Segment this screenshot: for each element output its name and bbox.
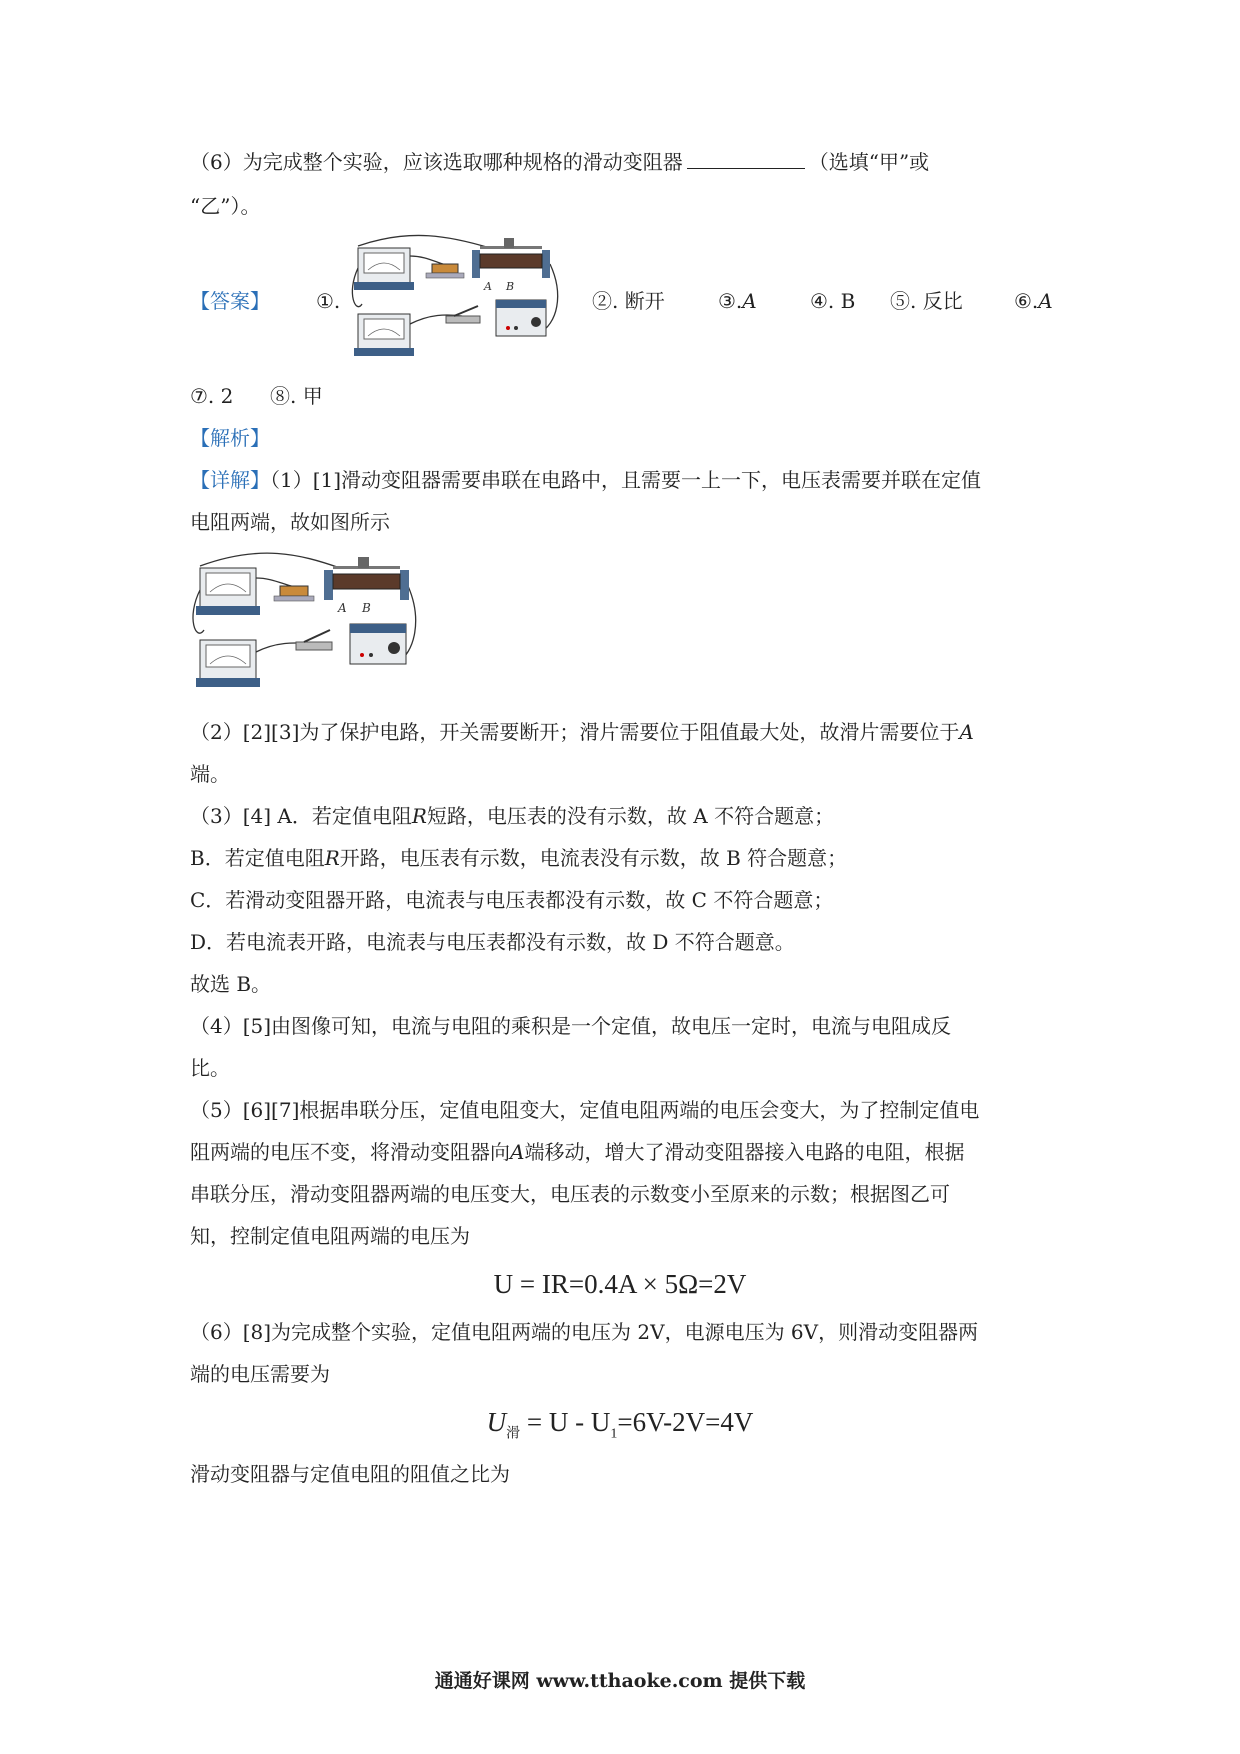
voltmeter-icon — [354, 248, 414, 290]
answer-item-1: ①. — [316, 289, 341, 313]
detail-p3-line2: B．若定值电阻R开路，电压表有示数，电流表没有示数，故 B 符合题意； — [190, 846, 848, 870]
power-supply-icon — [496, 300, 546, 336]
ammeter-icon — [196, 640, 260, 687]
answer-item-5: ⑤. 反比 — [890, 289, 963, 313]
rheostat-terminal-b: B — [506, 280, 515, 293]
rheostat-icon — [472, 238, 550, 293]
detail-p5-line3: 串联分压，滑动变阻器两端的电压变大，电压表的示数变小至原来的示数；根据图乙可 — [190, 1182, 950, 1206]
circuit-diagram-answer — [350, 234, 562, 366]
detail-p5-line1: （5）[6][7]根据串联分压，定值电阻变大，定值电阻两端的电压会变大，为了控制定值电 — [190, 1098, 980, 1122]
switch-icon — [296, 630, 332, 650]
resistor-icon — [274, 586, 314, 601]
detail-p5-line2: 阻两端的电压不变，将滑动变阻器向A端移动，增大了滑动变阻器接入电路的电阻，根据 — [190, 1140, 965, 1164]
ammeter-icon — [354, 314, 414, 356]
detail-p6-line2: 端的电压需要为 — [190, 1362, 330, 1386]
rheostat-terminal-a: A — [484, 280, 492, 293]
detail-p7: 滑动变阻器与定值电阻的阻值之比为 — [190, 1462, 510, 1486]
answer-item-7: ⑦. 2 — [190, 384, 234, 408]
answer-item-3: ③.A — [718, 289, 757, 313]
detail-p4-line2: 比。 — [190, 1056, 230, 1080]
detail-p6-line1: （6）[8]为完成整个实验，定值电阻两端的电压为 2V，电源电压为 6V，则滑动变阻器两 — [190, 1320, 979, 1344]
page-footer: 通通好课网 www.tthaoke.com 提供下载 — [434, 1670, 806, 1692]
rheostat-terminal-a: A — [338, 601, 347, 615]
detail-line-1: 【详解】（1）[1]滑动变阻器需要串联在电路中，且需要一上一下，电压表需要并联在定值 — [190, 468, 982, 492]
detail-p3-line1: （3）[4] A．若定值电阻R短路，电压表的没有示数，故 A 不符合题意； — [190, 804, 835, 828]
answer-item-6: ⑥.A — [1014, 289, 1053, 313]
detail-p2-line1: （2）[2][3]为了保护电路，开关需要断开；滑片需要位于阻值最大处，故滑片需要位于A — [190, 720, 974, 744]
rheostat-terminal-b: B — [362, 601, 371, 615]
answer-label: 【答案】 — [190, 289, 270, 313]
analysis-label: 【解析】 — [190, 426, 270, 450]
circuit-diagram-explanation — [190, 552, 420, 698]
question-6-line1: （6）为完成整个实验，应该选取哪种规格的滑动变阻器 （选填“甲”或 — [190, 150, 930, 174]
voltmeter-icon — [196, 568, 260, 615]
detail-p2-line2: 端。 — [190, 762, 230, 786]
answer-item-2: ②. 断开 — [592, 289, 665, 313]
power-supply-icon — [350, 624, 406, 664]
answer-item-8: ⑧. 甲 — [270, 384, 323, 408]
detail-p4-line1: （4）[5]由图像可知，电流与电阻的乘积是一个定值，故电压一定时，电流与电阻成反 — [190, 1014, 952, 1038]
resistor-icon — [426, 264, 464, 278]
detail-p3-line3: C．若滑动变阻器开路，电流表与电压表都没有示数，故 C 不符合题意； — [190, 888, 834, 912]
detail-p3-line4: D．若电流表开路，电流表与电压表都没有示数，故 D 不符合题意。 — [190, 930, 795, 954]
detail-line-2: 电阻两端，故如图所示 — [190, 510, 390, 534]
detail-p3-line5: 故选 B。 — [190, 972, 272, 996]
formula-voltage: U = IR=0.4A × 5Ω=2V — [493, 1269, 747, 1299]
rheostat-icon — [324, 557, 409, 615]
answer-item-4: ④. B — [810, 289, 856, 313]
question-6-line2: “乙”）。 — [190, 194, 261, 218]
detail-p5-line4: 知，控制定值电阻两端的电压为 — [190, 1224, 470, 1248]
answer-blank — [687, 148, 805, 169]
formula-rheostat-voltage: $U_滑 = U - U_1=6V-2V=4V$ — [486, 1407, 754, 1442]
